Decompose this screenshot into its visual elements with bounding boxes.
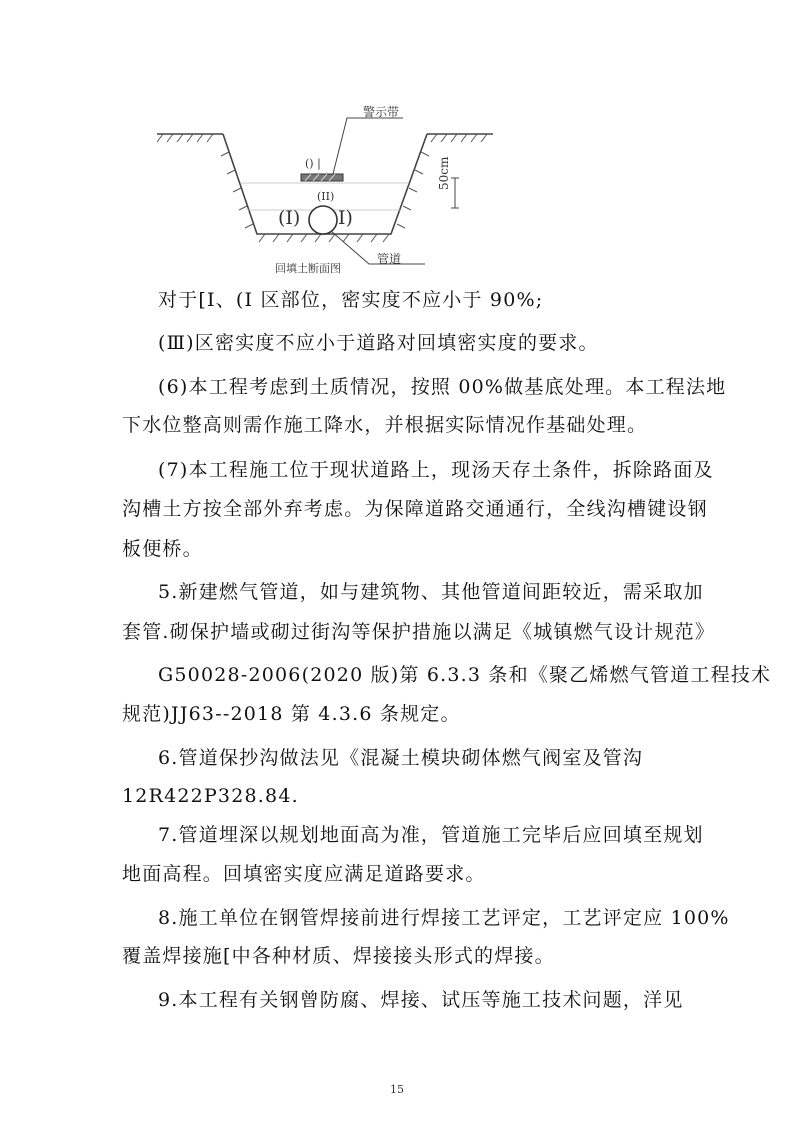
text-line: 5.新建燃气管道，如与建筑物、其他管道间距较近，需采取加 xyxy=(158,581,704,603)
text-line: G50028-2006(2020 版)第 6.3.3 条和《聚乙烯燃气管道工程技术 xyxy=(158,664,772,686)
text-line: (6)本工程考虑到土质情况，按照 00%做基底处理。本工程法地 xyxy=(158,376,727,398)
warning-tape-label: 警示带 xyxy=(363,105,400,119)
text-line: 地面高程。回填密实度应满足道路要求。 xyxy=(122,863,486,885)
page-number: 15 xyxy=(390,1083,404,1096)
zone-middle-label: (II) xyxy=(317,190,335,203)
text-line: 规范)JJ63--2018 第 4.3.6 条规定。 xyxy=(122,703,461,725)
text-line: 覆盖焊接施[中各种材质、焊接接头形式的焊接。 xyxy=(122,945,555,967)
depth-label: 50cm xyxy=(437,156,451,190)
text-line: 6.管道保抄沟做法见《混凝土模块砌体燃气阀室及管沟 xyxy=(158,747,644,769)
text-line: 7.管道埋深以规划地面高为准，管道施工完毕后应回填至规划 xyxy=(158,824,704,846)
text-line: 8.施工单位在钢管焊接前进行焊接工艺评定，工艺评定应 100% xyxy=(158,907,730,929)
text-line: (Ⅲ)区密实度不应小于道路对回填密实度的要求。 xyxy=(158,332,599,354)
text-line: 对于[I、(I 区部位，密实度不应小于 90%; xyxy=(158,289,544,311)
zone-left-label: (I) xyxy=(278,207,301,229)
pipe-label: 管道 xyxy=(377,252,402,266)
text-line: 下水位整高则需作施工降水，并根据实际情况作基础处理。 xyxy=(122,414,648,436)
text-line: 9.本工程有关钢曾防腐、焊接、试压等施工技术问题，洋见 xyxy=(158,989,684,1011)
text-line: 板便桥。 xyxy=(122,538,203,560)
text-line: (7)本工程施工位于现状道路上，现汤天存土条件，拆除路面及 xyxy=(158,459,714,481)
text-line: 套管.砌保护墙或砌过街沟等保护措施以满足《城镇燃气设计规范》 xyxy=(122,621,716,643)
text-line: 12R422P328.84. xyxy=(122,785,299,807)
text-line: 沟槽土方按全部外弃考虑。为保障道路交通通行，全线沟槽键设钢 xyxy=(122,498,708,520)
warning-leader-line xyxy=(333,118,403,174)
zone-top-label: () | xyxy=(305,157,321,170)
backfill-cross-section-figure xyxy=(155,100,500,280)
zone-right-label: I) xyxy=(338,207,353,229)
pipe-circle xyxy=(309,206,337,234)
figure-caption: 回填土断面图 xyxy=(275,262,341,275)
